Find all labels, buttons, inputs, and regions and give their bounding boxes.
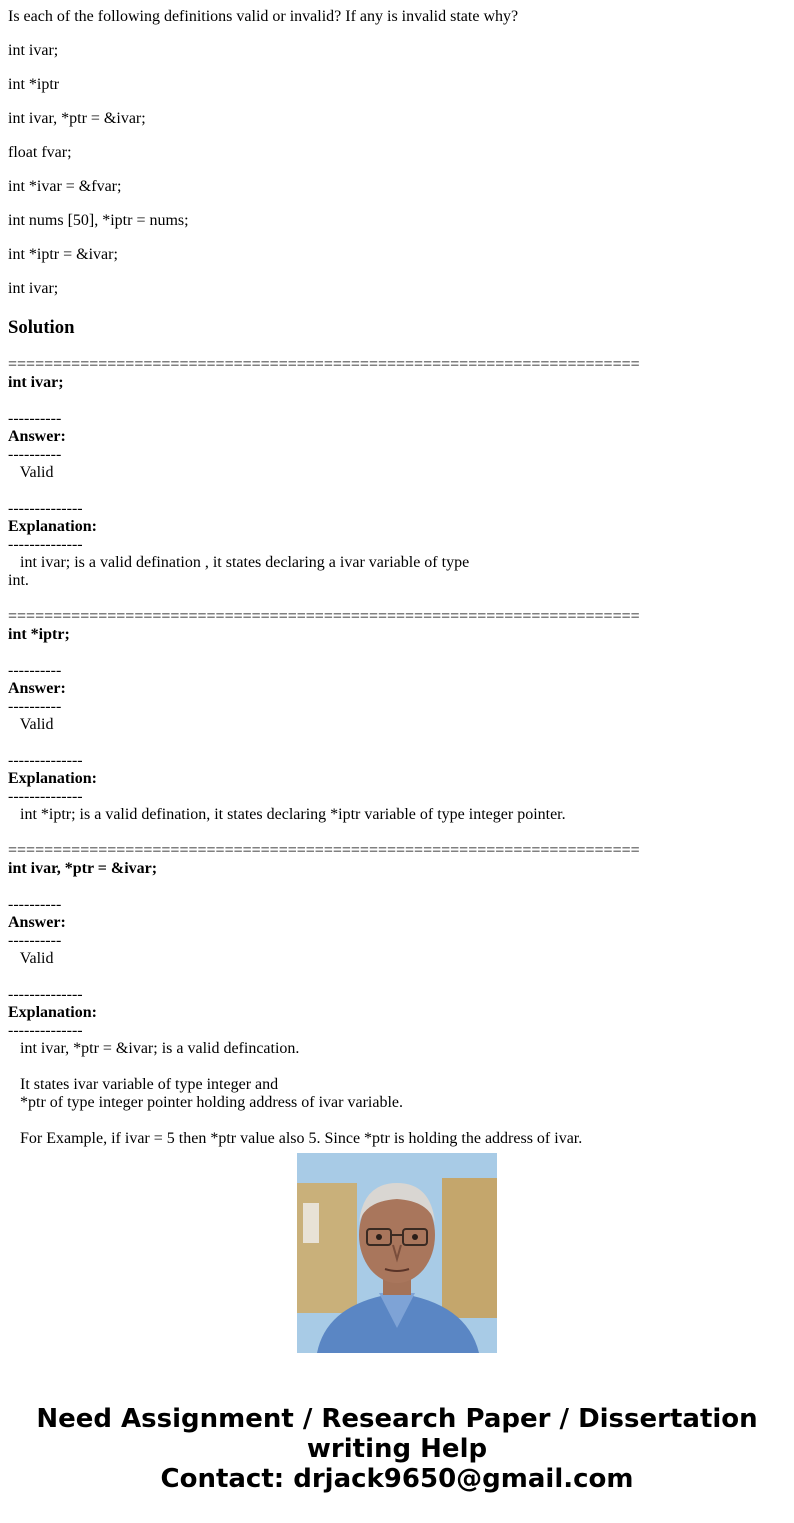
definition-heading: int *iptr; [8, 626, 70, 643]
solution-body [8, 356, 640, 1148]
promo-line: Need Assignment / Research Paper / Dissertation [36, 1404, 758, 1434]
definition-heading: int ivar; [8, 374, 64, 391]
explanation-label: Explanation: [8, 770, 97, 787]
person-photo-icon [297, 1153, 497, 1353]
explanation-dashes: -------------- [8, 536, 83, 553]
promo-contact: Contact: drjack9650@gmail.com [160, 1464, 634, 1494]
explanation-dashes: -------------- [8, 752, 83, 769]
explanation-dashes: -------------- [8, 986, 83, 1003]
separator: ====================================================================== [8, 356, 640, 373]
promo-banner [0, 1404, 794, 1494]
question-title: Is each of the following definitions valid or invalid? If any is invalid state why? [8, 8, 519, 25]
answer-dashes: ---------- [8, 410, 62, 427]
explanation-text: int *iptr; is a valid defination, it states declaring *iptr variable of type integer pointer. [8, 806, 566, 823]
separator: ====================================================================== [8, 608, 640, 625]
explanation-text: int ivar, *ptr = &ivar; is a valid defincation. It states ivar variable of type integer and *ptr of type integer pointer holding address of ivar variable. For Example, if ivar = 5 then *ptr value also 5. Since *ptr is holding the address of ivar. [20, 1040, 583, 1147]
avatar-illustration [297, 1153, 497, 1353]
answer-dashes: ---------- [8, 698, 62, 715]
question-item: int ivar, *ptr = &ivar; [8, 110, 146, 127]
explanation-dashes: -------------- [8, 788, 83, 805]
question-item: float fvar; [8, 144, 72, 161]
answer-text: Valid [8, 950, 54, 967]
answer-dashes: ---------- [8, 932, 62, 949]
answer-text: Valid [8, 716, 54, 733]
question-item: int ivar; [8, 280, 59, 297]
answer-label: Answer: [8, 914, 66, 931]
answer-dashes: ---------- [8, 896, 62, 913]
separator: ====================================================================== [8, 842, 640, 859]
explanation-dashes: -------------- [8, 1022, 83, 1039]
answer-dashes: ---------- [8, 662, 62, 679]
explanation-label: Explanation: [8, 518, 97, 535]
question-item: int *iptr = &ivar; [8, 246, 118, 263]
answer-label: Answer: [8, 428, 66, 445]
answer-label: Answer: [8, 680, 66, 697]
answer-text: Valid [8, 464, 54, 481]
answer-dashes: ---------- [8, 446, 62, 463]
document-content [8, 0, 788, 1147]
promo-line: writing Help [306, 1434, 488, 1464]
question-item: int *ivar = &fvar; [8, 178, 122, 195]
question-item: int *iptr [8, 76, 60, 93]
question-item: int ivar; [8, 42, 59, 59]
explanation-dashes: -------------- [8, 500, 83, 517]
question-item: int nums [50], *iptr = nums; [8, 212, 189, 229]
explanation-text: int ivar; is a valid defination , it states declaring a ivar variable of type int. [8, 554, 470, 589]
explanation-label: Explanation: [8, 1004, 97, 1021]
definition-heading: int ivar, *ptr = &ivar; [8, 860, 158, 877]
solution-heading: Solution [8, 317, 75, 338]
